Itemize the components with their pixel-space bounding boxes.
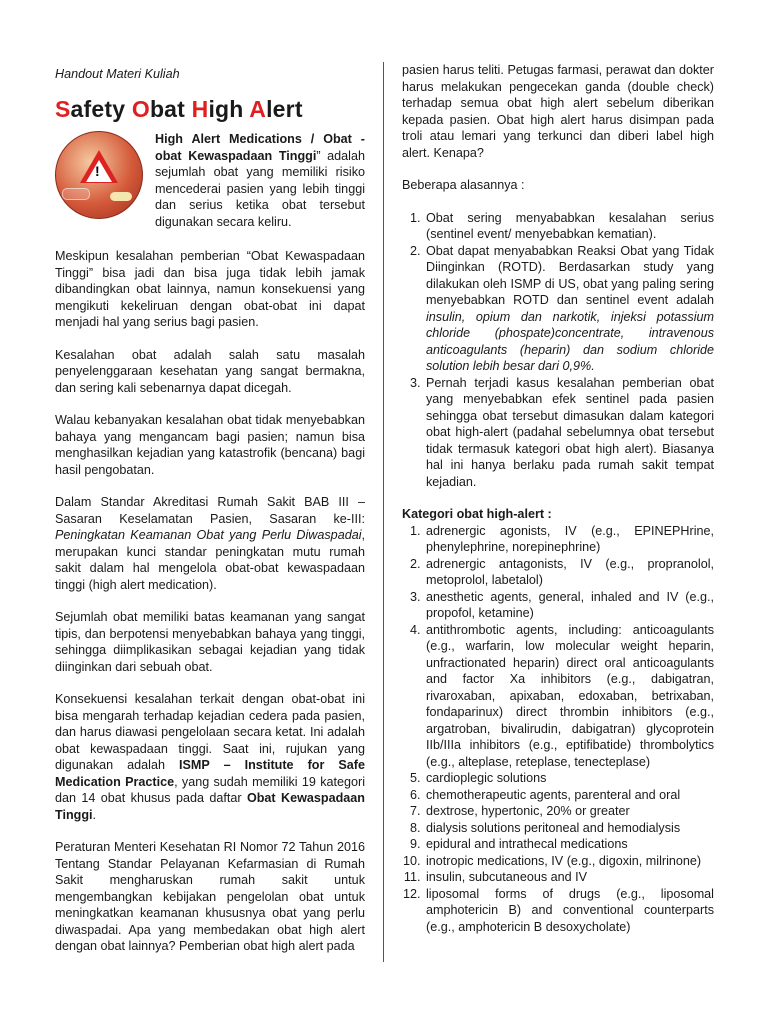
list-item: 8. dialysis solutions peritoneal and hemodialysis (424, 820, 714, 837)
list-item (424, 243, 714, 375)
text: Obat dapat menyababkan Reaksi Obat yang Tidak Diinginkan (ROTD). Berdasarkan study yang dilakukan oleh ISMP di US, obat yang paling sering menyebabkan ROTD dan sentinel event adalah (426, 243, 714, 307)
title-letter-s: S (55, 95, 71, 122)
list-item: 3. Pernah terjadi kasus kesalahan pemberian obat yang menyebabkan efek sentinel pada pasien sehingga obat tersebut dimasukan dalam kategori obat high-alert (padahal sebelumnya obat tersebut tidak termasuk kategori obat high alert). Biasanya hal ini hanya berlaku pada rumah sakit tempat kejadian. (424, 375, 714, 491)
paragraph: Sejumlah obat memiliki batas keamanan yang sangat tipis, dan berpotensi menyebabkan bahaya yang tinggi, sehingga diimplikasikan sebagai kejadian yang tidak diinginkan dari sebuah obat. (55, 610, 365, 674)
paragraph: Peraturan Menteri Kesehatan RI Nomor 72 Tahun 2016 Tentang Standar Pelayanan Kefarmasian di Rumah Sakit mengharuskan rumah sakit untuk mengembangkan kebijakan pengelolan obat untuk meningkatkan keamanan khususnya obat yang perlu diwaspadai. Apa yang membedakan obat high alert dengan obat lainnya? Pemberian obat high alert pada (55, 840, 365, 953)
text: , yang sudah memiliki 19 kategori dan 14 obat khusus pada daftar (55, 774, 365, 805)
paragraph-ismp (55, 691, 365, 823)
title-word-high: igh (208, 95, 250, 122)
list-item: 6. chemotherapeutic agents, parenteral and oral (424, 787, 714, 804)
title-letter-o: O (131, 95, 150, 122)
paragraph: Meskipun kesalahan pemberian “Obat Kewaspadaan Tinggi” bisa jadi dan bisa juga tidak lebih jamak dibandingkan obat lainnya, namun konsekuensi yang mengikuti kekeliruan dengan obat-obat ini dapat menjadi hal yang serius bagi pasien. (55, 249, 365, 329)
list-item: 5. cardioplegic solutions (424, 770, 714, 787)
pill-shape (110, 192, 132, 201)
paragraph: Kesalahan obat adalah salah satu masalah penyelenggaraan kesehatan yang sangat bermakna, dan sering kali sebenarnya dapat dicegah. (55, 347, 365, 395)
title-word-safety: afety (70, 95, 132, 122)
pill-shape (62, 188, 90, 200)
bold-text: Obat Kewaspadaan Tinggi (55, 791, 365, 822)
kategori-heading: Kategori obat high-alert : (402, 507, 552, 521)
text: Dalam Standar Akreditasi Rumah Sakit BAB III – Sasaran Keselamatan Pasien, Sasaran ke-III: (55, 495, 365, 526)
paragraph-akreditasi (55, 494, 365, 593)
text: Konsekuensi kesalahan terkait dengan obat-obat ini bisa mengarah terhadap kejadian cedera pada pasien, dan harus diawasi pengelolaan secara ketat. Ini adalah obat kewaspadaan tinggi. Saat ini, rujukan yang digunakan adalah (55, 692, 365, 772)
list-item: 1. adrenergic agonists, IV (e.g., EPINEPHrine, phenylephrine, norepinephrine) (424, 523, 714, 556)
exclamation-icon: ! (95, 163, 100, 179)
intro-rest: ” adalah sejumlah obat yang memiliki risiko mencederai pasien yang lebih tinggi dan serius ketika obat tersebut digunakan secara keliru. (155, 148, 365, 229)
right-column (402, 62, 714, 951)
title-letter-a: A (249, 95, 267, 122)
list-item: 10. inotropic medications, IV (e.g., digoxin, milrinone) (424, 853, 714, 870)
reasons-list (402, 210, 714, 491)
paragraph: Walau kebanyakan kesalahan obat tidak menyebabkan bahaya yang mengancam bagi pasien; namun bisa menghasilkan kejadian yang katastrofik (bencana) bagi hasil pengobatan. (55, 413, 365, 477)
left-column (55, 62, 365, 971)
text: . (92, 807, 97, 822)
warning-medication-image (55, 131, 143, 219)
list-item: 2. adrenergic antagonists, IV (e.g., propranolol, metoprolol, labetalol) (424, 556, 714, 589)
bold-text: ISMP – Institute for Safe Medication Practice (55, 758, 365, 789)
title-word-alert: lert (266, 95, 303, 122)
reasons-heading: Beberapa alasannya : (402, 178, 525, 192)
page-title (55, 95, 365, 122)
kategori-list (402, 523, 714, 936)
list-item: 1. Obat sering menyababkan kesalahan serius (sentinel event/ menyebabkan kematian). (424, 210, 714, 243)
text: , merupakan kunci standar peningkatan mutu rumah sakit dalam hal mengelola obat-obat kewaspadaan tinggi (high alert medication). (55, 528, 365, 592)
intro-block (55, 131, 365, 230)
list-item: 7. dextrose, hypertonic, 20% or greater (424, 803, 714, 820)
title-letter-h: H (191, 95, 209, 122)
column-divider (383, 62, 384, 962)
italic-text: Peningkatan Keamanan Obat yang Perlu Diwaspadai (55, 528, 362, 542)
paragraph: pasien harus teliti. Petugas farmasi, perawat dan dokter harus melakukan pengecekan ganda (double check) terhadap semua obat high alert sebelum diberikan kepada pasien. Obat high alert harus disimpan pada troli atau lemari yang terkunci dan diberi label high alert. Kenapa? (402, 63, 714, 160)
list-item: 4. antithrombotic agents, including: anticoagulants (e.g., warfarin, low molecular weight heparin, unfractionated heparin) direct oral anticoagulants and factor Xa inhibitors (e.g., dabigatran, rivaroxaban, apixaban, edoxaban, betrixaban, fondaparinux) direct thrombin inhibitors (e.g., argatroban, bivalirudin, dabigatran) glycoprotein IIb/IIIa inhibitors (e.g., eptifibatide) thrombolytics (e.g., alteplase, reteplase, tenecteplase) (424, 622, 714, 771)
italic-text: insulin, opium dan narkotik, injeksi potassium chloride (phospate)concentrate, intravenous anticoagulants (heparin) dan sodium chloride solution lebih besar dari 0,9%. (426, 309, 714, 373)
intro-definition (155, 131, 365, 230)
list-item: 3. anesthetic agents, general, inhaled and IV (e.g., propofol, ketamine) (424, 589, 714, 622)
intro-bold-term: High Alert Medications / Obat - obat Kewaspadaan Tinggi (155, 132, 365, 163)
handout-header: Handout Materi Kuliah (55, 67, 180, 81)
list-item: 11. insulin, subcutaneous and IV (424, 869, 714, 886)
title-word-obat: bat (149, 95, 192, 122)
list-item: 12. liposomal forms of drugs (e.g., liposomal amphotericin B) and conventional counterparts (e.g., amphotericin B desoxycholate) (424, 886, 714, 936)
list-item: 9. epidural and intrathecal medications (424, 836, 714, 853)
